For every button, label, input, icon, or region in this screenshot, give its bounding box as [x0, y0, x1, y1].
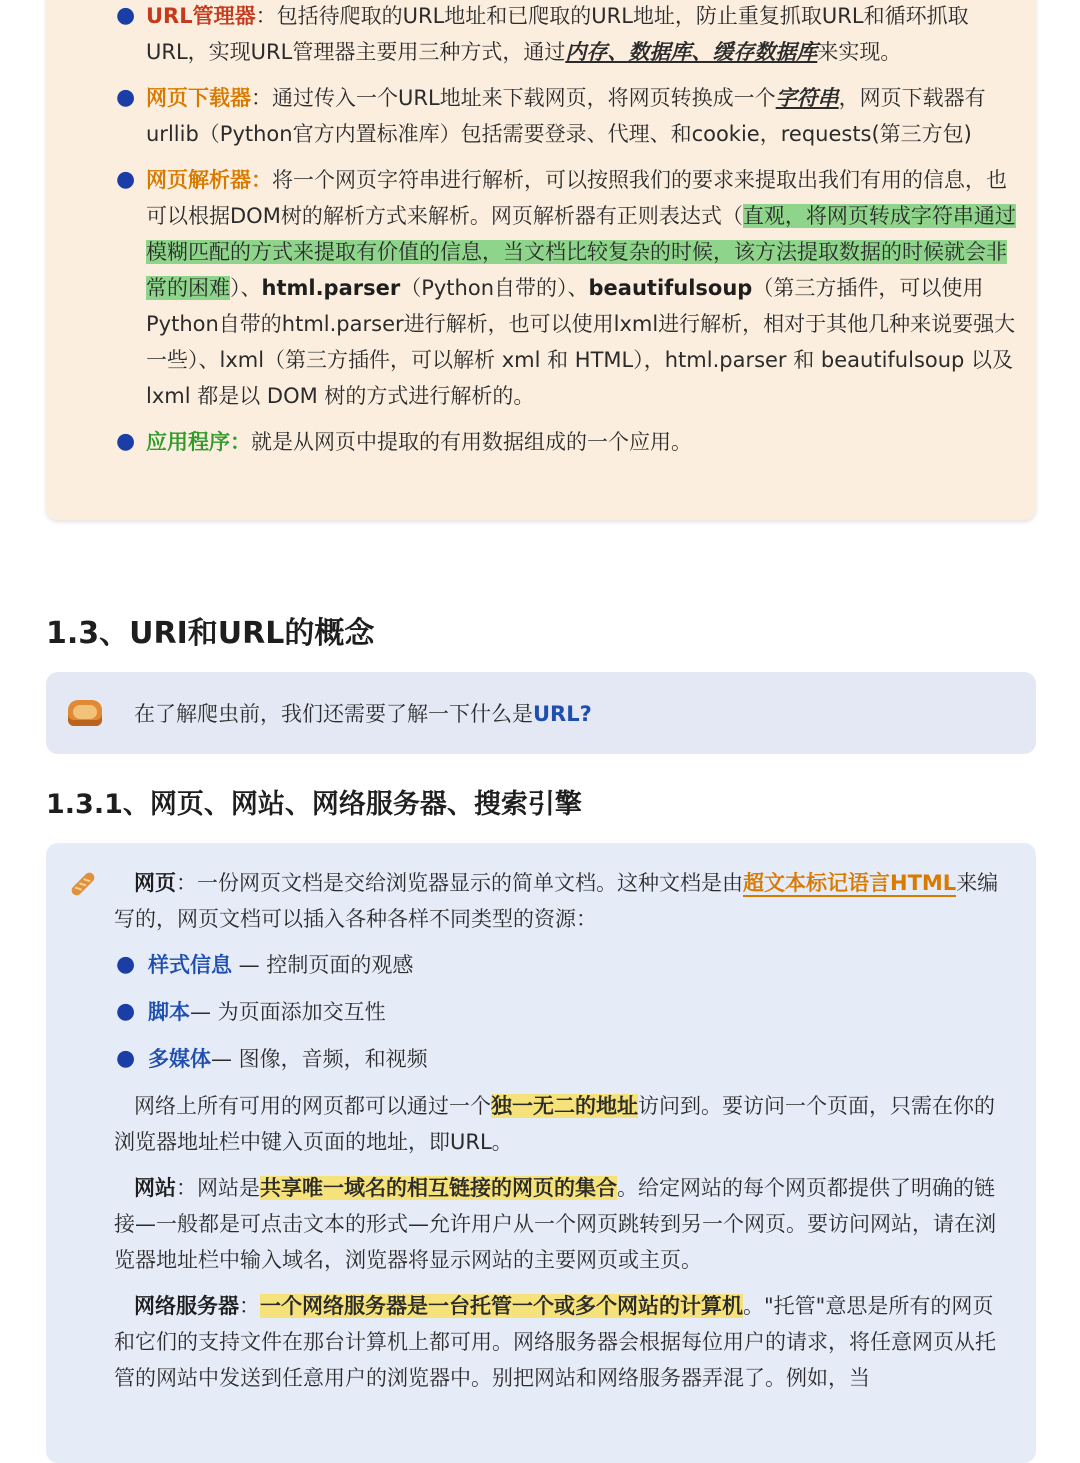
term-multimedia: 多媒体 [148, 1047, 211, 1071]
bullet-dot: ● [116, 3, 136, 28]
subsection-title: 1.3.1、网页、网站、网络服务器、搜索引擎 [46, 789, 582, 820]
para-text-end: 来编写的，网页文档可以插入各种各样不同类型的资源： [114, 871, 999, 931]
term-application: 应用程序： [146, 430, 251, 454]
baguette-icon [68, 869, 98, 899]
para-text: 网络上所有可用的网页都可以通过一个 [134, 1094, 491, 1118]
emphasis-string: 字符串 [775, 86, 839, 110]
term-web-server: 网络服务器 [134, 1294, 239, 1318]
colon: ： [239, 1294, 260, 1318]
colon: ： [251, 86, 272, 110]
term-website: 网站 [134, 1176, 176, 1200]
term-url-manager: URL管理器 [146, 4, 256, 28]
highlight-regex-note: 直观，将网页转成字符串通过模糊匹配的方式来提取有价值的信息，当文档比较复杂的时候，该方法提取数据的时候就会非常的困难 [146, 204, 1016, 300]
para-text-end: 。"托管"意思是所有的网页和它们的支持文件在那台计算机上都可用。网络服务器会根据每位用户的请求，将任意网页从托管的网站中发送到任意用户的浏览器中。别把网站和网络服务器弄混了。例如，当 [114, 1294, 996, 1390]
item-text-end: ，网页下载器有urllib（Python官方内置标准库）包括需要登录、代理、和cookie，requests(第三方包) [146, 86, 986, 146]
bullet-dot: ● [116, 952, 136, 977]
item-text: （Python自带的）、 [400, 276, 589, 300]
para-text: ：网站是 [176, 1176, 260, 1200]
paragraph-website [114, 1170, 1014, 1278]
list-item-text: — 为页面添加交互性 [190, 1000, 386, 1024]
list-item-application [46, 424, 1036, 460]
item-text: 就是从网页中提取的有用数据组成的一个应用。 [251, 430, 692, 454]
resource-list [114, 947, 1014, 1077]
list-item-page-parser [46, 162, 1036, 414]
colon: ： [255, 4, 277, 28]
bullet-dot: ● [116, 999, 136, 1024]
para-text: ：一份网页文档是交给浏览器显示的简单文档。这种文档是由 [176, 871, 743, 895]
tip-url-emphasis: URL? [533, 702, 592, 726]
callout-card-crawler-components [46, 0, 1036, 520]
tip-callout [46, 672, 1036, 754]
highlight-web-server-definition: 一个网络服务器是一台托管一个或多个网站的计算机 [260, 1294, 743, 1318]
link-html[interactable]: 超文本标记语言HTML [743, 871, 957, 895]
term-webpage: 网页 [134, 871, 176, 895]
paragraph-webpage [114, 865, 1014, 937]
emphasis-storage: 内存、数据库、缓存数据库 [565, 40, 818, 64]
para-text-end: 。给定网站的每个网页都提供了明确的链接—一般都是可点击文本的形式—允许用户从一个网页跳转到另一个网页。要访问网站，请在浏览器地址栏中输入域名，浏览器将显示网站的主要网页或主页。 [114, 1176, 996, 1272]
tip-text [134, 698, 592, 728]
web-concepts-content [114, 865, 1014, 1406]
para-text-end: 访问到。要访问一个页面，只需在你的浏览器地址栏中键入页面的地址，即URL。 [114, 1094, 995, 1154]
term-script: 脚本 [148, 1000, 190, 1024]
paragraph-web-server [114, 1288, 1014, 1396]
list-item-script [114, 994, 1014, 1030]
highlight-website-definition: 共享唯一域名的相互链接的网页的集合 [260, 1176, 617, 1200]
list-item-text: — 图像，音频，和视频 [211, 1047, 428, 1071]
bread-loaf-icon [68, 700, 102, 726]
bold-html-parser: html.parser [261, 276, 401, 300]
list-item-media [114, 1041, 1014, 1077]
item-text: 通过传入一个URL地址来下载网页，将网页转换成一个 [272, 86, 776, 110]
highlight-unique-address: 独一无二的地址 [491, 1094, 638, 1118]
callout-card-web-concepts [46, 843, 1036, 1463]
term-page-parser: 网页解析器： [146, 168, 272, 192]
term-style-info: 样式信息 [148, 953, 232, 977]
list-item-page-downloader [46, 80, 1036, 152]
item-text: ）、 [230, 276, 262, 300]
item-text: 将一个网页字符串进行解析，可以按照我们的要求来提取出我们有用的信息，也可以根据DOM树的解析方式来解析。网页解析器有正则表达式（ [146, 168, 1007, 228]
bold-beautifulsoup: beautifulsoup [588, 276, 753, 300]
paragraph-unique-address [114, 1088, 1014, 1160]
list-item-style [114, 947, 1014, 983]
item-text: 包括待爬取的URL地址和已爬取的URL地址，防止重复抓取URL和循环抓取URL，实现URL管理器主要用三种方式，通过 [146, 4, 969, 64]
list-item-url-manager [46, 0, 1036, 70]
bullet-dot: ● [116, 1046, 136, 1071]
bullet-dot: ● [116, 85, 136, 110]
tip-body: 在了解爬虫前，我们还需要了解一下什么是 [134, 702, 533, 726]
item-text-end: （第三方插件，可以使用Python自带的html.parser进行解析，也可以使用lxml进行解析，相对于其他几种来说要强大一些）、lxml（第三方插件，可以解析 xml 和 HTML），html.parser 和 beautifulsoup 以及 lxml 都是以 DOM 树的方式进行解析的。 [146, 276, 1016, 408]
bullet-dot: ● [116, 429, 136, 454]
bullet-dot: ● [116, 167, 136, 192]
term-page-downloader: 网页下载器 [146, 86, 251, 110]
item-text-end: 来实现。 [817, 40, 902, 64]
section-title: 1.3、URI和URL的概念 [46, 616, 375, 651]
list-item-text: — 控制页面的观感 [232, 953, 414, 977]
component-list [46, 0, 1036, 470]
